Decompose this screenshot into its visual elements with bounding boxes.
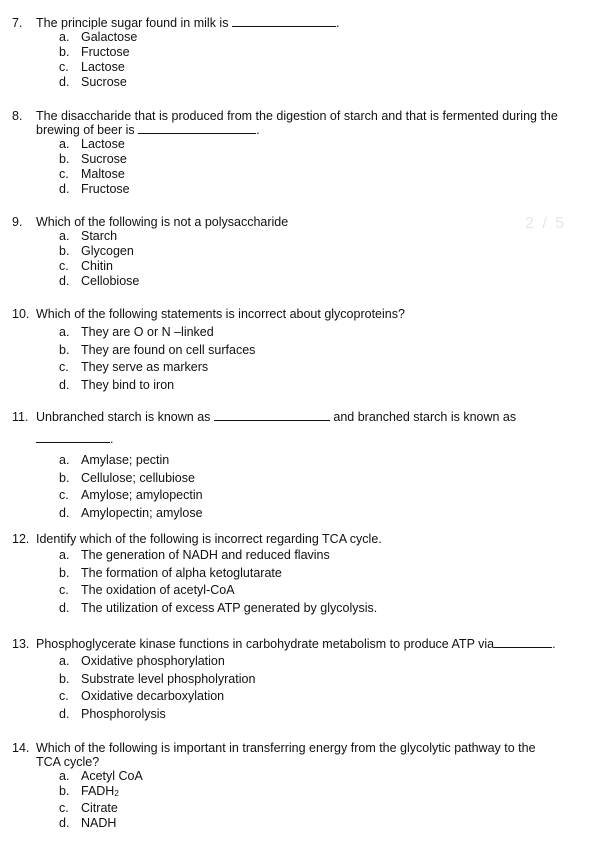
option-item[interactable] — [12, 167, 594, 182]
answer-blank[interactable] — [232, 16, 336, 27]
option-item[interactable] — [12, 565, 594, 583]
option-item[interactable] — [12, 487, 594, 505]
option-letter: d. — [59, 274, 70, 288]
option-item[interactable] — [12, 377, 594, 395]
option-letter: c. — [59, 689, 69, 703]
option-text: They are found on cell surfaces — [81, 342, 256, 357]
question-text: The principle sugar found in milk is — [36, 16, 229, 30]
option-item[interactable] — [12, 152, 594, 167]
option-letter: a. — [59, 229, 70, 243]
option-text: Lactose — [81, 60, 125, 74]
question-13 — [12, 637, 594, 723]
option-text: Glycogen — [81, 244, 134, 258]
option-text: Maltose — [81, 167, 125, 181]
option-letter: d. — [59, 75, 70, 89]
option-item[interactable] — [12, 137, 594, 152]
question-text: The disaccharide that is produced from the digestion of starch and that is fermented during the — [36, 109, 558, 123]
answer-blank[interactable] — [138, 123, 256, 134]
question-number: 12. — [12, 532, 30, 546]
option-item[interactable] — [12, 75, 594, 90]
option-item[interactable] — [12, 30, 594, 45]
question-end: . — [335, 16, 340, 30]
question-number: 11. — [12, 410, 29, 424]
option-item[interactable] — [12, 547, 594, 565]
option-letter: c. — [59, 259, 69, 273]
option-letter: c. — [59, 488, 69, 502]
option-item[interactable] — [12, 324, 594, 342]
option-text: They bind to iron — [81, 377, 175, 392]
question-10 — [12, 307, 594, 394]
option-item[interactable] — [12, 60, 594, 75]
option-item[interactable] — [12, 688, 594, 706]
question-9 — [12, 215, 594, 289]
option-item[interactable] — [12, 470, 594, 488]
option-text: Amylose; amylopectin — [81, 488, 203, 502]
option-letter: b. — [59, 244, 70, 258]
option-letter: d. — [59, 706, 70, 721]
option-text: Fructose — [81, 182, 130, 196]
option-letter: b. — [59, 565, 70, 580]
options-list — [12, 769, 594, 831]
question-number: 10. — [12, 307, 30, 321]
option-letter: a. — [59, 137, 70, 151]
option-item[interactable] — [12, 452, 594, 470]
option-text: They are O or N –linked — [81, 325, 214, 339]
option-letter: d. — [59, 816, 70, 830]
options-list — [12, 137, 594, 197]
option-letter: c. — [59, 360, 69, 374]
option-text: Amylase; pectin — [81, 453, 170, 467]
question-8 — [12, 109, 594, 197]
page-watermark: 2 / 5 — [525, 215, 567, 232]
option-text: The formation of alpha ketoglutarate — [81, 565, 282, 580]
answer-blank[interactable] — [494, 637, 552, 648]
option-text: They serve as markers — [81, 360, 209, 374]
option-text: Lactose — [81, 137, 125, 151]
question-number: 14. — [12, 741, 30, 755]
option-letter: b. — [59, 152, 70, 166]
options-list — [12, 324, 594, 394]
option-letter: a. — [59, 548, 70, 562]
options-list — [12, 547, 594, 617]
question-text: Unbranched starch is known as — [36, 410, 211, 424]
option-item[interactable] — [12, 182, 594, 197]
subscript: 2 — [114, 789, 119, 798]
option-item[interactable] — [12, 769, 594, 784]
option-item[interactable] — [12, 45, 594, 60]
option-letter: a. — [59, 453, 70, 467]
option-text: The oxidation of acetyl-CoA — [81, 583, 235, 597]
question-number: 13. — [12, 637, 30, 651]
question-text: Identify which of the following is incorrect regarding TCA cycle. — [36, 532, 382, 546]
option-text: The utilization of excess ATP generated by glycolysis. — [81, 600, 378, 615]
option-item[interactable] — [12, 244, 594, 259]
option-text: Sucrose — [81, 75, 127, 89]
question-14 — [12, 741, 594, 831]
option-text: NADH — [81, 816, 117, 830]
options-list — [12, 229, 594, 289]
option-letter: d. — [59, 505, 70, 520]
option-text: Amylopectin; amylose — [81, 505, 203, 520]
question-7 — [12, 16, 594, 90]
question-end: . — [110, 432, 114, 446]
option-text: Cellobiose — [81, 274, 140, 288]
option-text: Galactose — [81, 30, 138, 44]
option-text: Substrate level phospholyration — [81, 671, 256, 686]
option-item[interactable] — [12, 653, 594, 671]
question-text: Which of the following statements is incorrect about glycoproteins? — [36, 307, 405, 321]
option-item[interactable] — [12, 505, 594, 523]
option-item[interactable] — [12, 784, 594, 801]
question-text: Which of the following is important in transferring energy from the glycolytic pathway to the — [36, 741, 536, 755]
option-text: FADH — [81, 784, 115, 798]
question-number: 7. — [12, 16, 23, 30]
option-letter: a. — [59, 654, 70, 668]
option-item[interactable] — [12, 359, 594, 377]
options-list — [12, 30, 594, 90]
answer-blank-1[interactable] — [214, 410, 330, 421]
option-text: Fructose — [81, 45, 130, 59]
option-letter: d. — [59, 377, 70, 392]
option-item[interactable] — [12, 229, 594, 244]
question-text-continued: TCA cycle? — [36, 755, 100, 769]
option-letter: c. — [59, 583, 69, 597]
option-letter: c. — [59, 60, 69, 74]
question-11 — [12, 410, 594, 522]
question-text: Phosphoglycerate kinase functions in carbohydrate metabolism to produce ATP via — [36, 637, 495, 651]
option-text: Cellulose; cellubiose — [81, 470, 195, 485]
option-text: Oxidative decarboxylation — [81, 689, 225, 703]
option-text: Citrate — [81, 801, 118, 815]
option-item[interactable] — [12, 274, 594, 289]
question-text: Which of the following is not a polysaccharide — [36, 215, 289, 229]
option-letter: d. — [59, 182, 70, 196]
option-item[interactable] — [12, 259, 594, 274]
answer-blank-2[interactable] — [36, 432, 110, 443]
question-12 — [12, 532, 594, 617]
option-text: Starch — [81, 229, 118, 243]
option-letter: b. — [59, 45, 70, 59]
option-item[interactable] — [12, 671, 594, 689]
option-letter: a. — [59, 325, 70, 339]
option-letter: c. — [59, 801, 69, 815]
option-item[interactable] — [12, 582, 594, 600]
option-letter: b. — [59, 671, 70, 686]
option-item[interactable] — [12, 706, 594, 724]
option-item[interactable] — [12, 600, 594, 618]
option-item[interactable] — [12, 801, 594, 816]
option-item[interactable] — [12, 342, 594, 360]
question-text-middle: and branched starch is known as — [333, 410, 517, 424]
question-number: 8. — [12, 109, 23, 123]
option-letter: c. — [59, 167, 69, 181]
question-text-continued: brewing of beer is — [36, 123, 135, 137]
option-letter: b. — [59, 342, 70, 357]
option-text: Acetyl CoA — [81, 769, 143, 783]
option-letter: b. — [59, 784, 70, 798]
option-text: Chitin — [81, 259, 113, 273]
option-letter: b. — [59, 470, 70, 485]
options-list — [12, 452, 594, 522]
option-text: The generation of NADH and reduced flavins — [81, 548, 330, 562]
question-end: . — [552, 637, 556, 651]
option-text: Phosphorolysis — [81, 706, 166, 721]
option-letter: a. — [59, 30, 70, 44]
option-text: Sucrose — [81, 152, 127, 166]
option-item[interactable] — [12, 816, 594, 831]
option-text: Oxidative phosphorylation — [81, 654, 225, 668]
option-letter: a. — [59, 769, 70, 783]
option-letter: d. — [59, 600, 70, 615]
options-list — [12, 653, 594, 723]
question-end: . — [256, 123, 260, 137]
question-number: 9. — [12, 215, 23, 229]
